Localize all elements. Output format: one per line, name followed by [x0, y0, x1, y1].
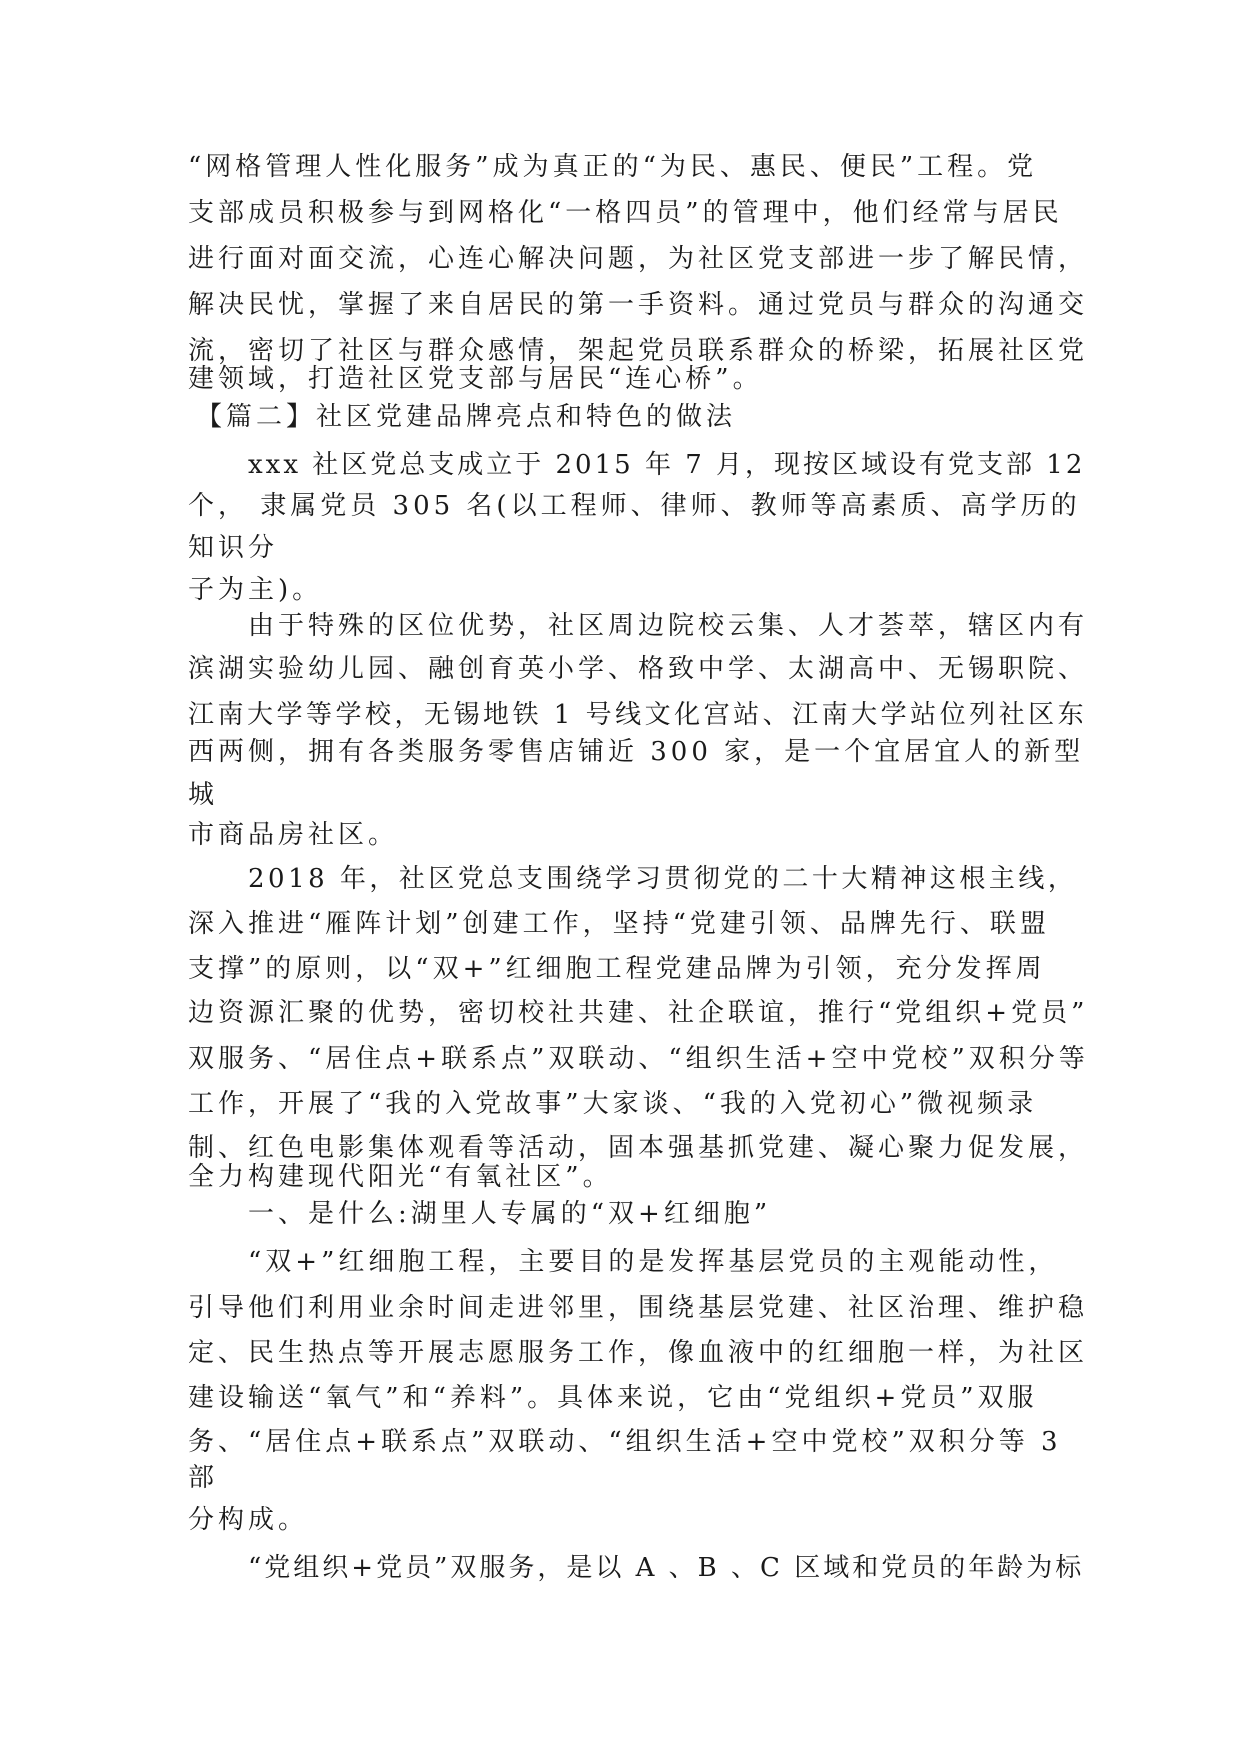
text-line: 个， 隶属党员 305 名(以工程师、律师、教师等高素质、高学历的	[188, 491, 1081, 521]
text-line: 子为主)。	[188, 575, 323, 605]
text-line: “双+”红细胞工程，主要目的是发挥基层党员的主观能动性，	[248, 1247, 1059, 1277]
text-line: 建领域，打造社区党支部与居民“连心桥”。	[188, 364, 763, 394]
text-line: 滨湖实验幼儿园、融创育英小学、格致中学、太湖高中、无锡职院、	[188, 654, 1089, 684]
text-line: 城	[188, 780, 219, 810]
text-line: 边资源汇聚的优势，密切校社共建、社企联谊，推行“党组织+党员”	[188, 998, 1089, 1028]
text-line: 支撑”的原则，以“双+”红细胞工程党建品牌为引领，充分发挥周	[188, 954, 1046, 984]
text-line: “网格管理人性化服务”成为真正的“为民、惠民、便民”工程。党	[188, 152, 1038, 182]
text-line: 知识分	[188, 533, 279, 563]
text-line: 由于特殊的区位优势，社区周边院校云集、人才荟萃，辖区内有	[248, 611, 1089, 641]
text-line: 支部成员积极参与到网格化“一格四员”的管理中，他们经常与居民	[188, 198, 1063, 228]
subheading: 一、是什么:湖里人专属的“双+红细胞”	[248, 1199, 772, 1229]
text-line: 建设输送“氧气”和“养料”。具体来说，它由“党组织+党员”双服	[188, 1383, 1038, 1413]
section-heading: 【篇二】社区党建品牌亮点和特色的做法	[196, 402, 737, 432]
text-line: 市商品房社区。	[188, 820, 399, 850]
text-line: “党组织+党员”双服务，是以 A 、B 、C 区域和党员的年龄为标	[248, 1553, 1085, 1583]
text-line: 制、红色电影集体观看等活动，固本强基抓党建、凝心聚力促发展，	[188, 1133, 1089, 1163]
text-line: 深入推进“雁阵计划”创建工作，坚持“党建引领、品牌先行、联盟	[188, 909, 1050, 939]
text-line: 2018 年，社区党总支围绕学习贯彻党的二十大精神这根主线，	[248, 864, 1078, 894]
text-line: 江南大学等学校，无锡地铁 1 号线文化宫站、江南大学站位列社区东	[188, 700, 1088, 730]
text-line: 定、民生热点等开展志愿服务工作，像血液中的红细胞一样，为社区	[188, 1338, 1089, 1368]
text-line: 全力构建现代阳光“有氧社区”。	[188, 1162, 613, 1192]
text-line: 西两侧，拥有各类服务零售店铺近 300 家，是一个宜居宜人的新型	[188, 737, 1085, 767]
text-line: 进行面对面交流，心连心解决问题，为社区党支部进一步了解民情，	[188, 244, 1089, 274]
text-line: 解决民忧，掌握了来自居民的第一手资料。通过党员与群众的沟通交	[188, 290, 1089, 320]
text-line: 流，密切了社区与群众感情，架起党员联系群众的桥梁，拓展社区党	[188, 336, 1089, 366]
text-line: 双服务、“居住点+联系点”双联动、“组织生活+空中党校”双积分等	[188, 1044, 1089, 1074]
text-line: 工作，开展了“我的入党故事”大家谈、“我的入党初心”微视频录	[188, 1089, 1038, 1119]
text-line: 分构成。	[188, 1505, 309, 1535]
text-line: 引导他们利用业余时间走进邻里，围绕基层党建、社区治理、维护稳	[188, 1293, 1089, 1323]
text-line: 务、“居住点+联系点”双联动、“组织生活+空中党校”双积分等 3	[188, 1427, 1062, 1457]
text-line: 部	[188, 1463, 219, 1493]
text-line: xxx 社区党总支成立于 2015 年 7 月，现按区域设有党支部 12	[248, 450, 1086, 480]
